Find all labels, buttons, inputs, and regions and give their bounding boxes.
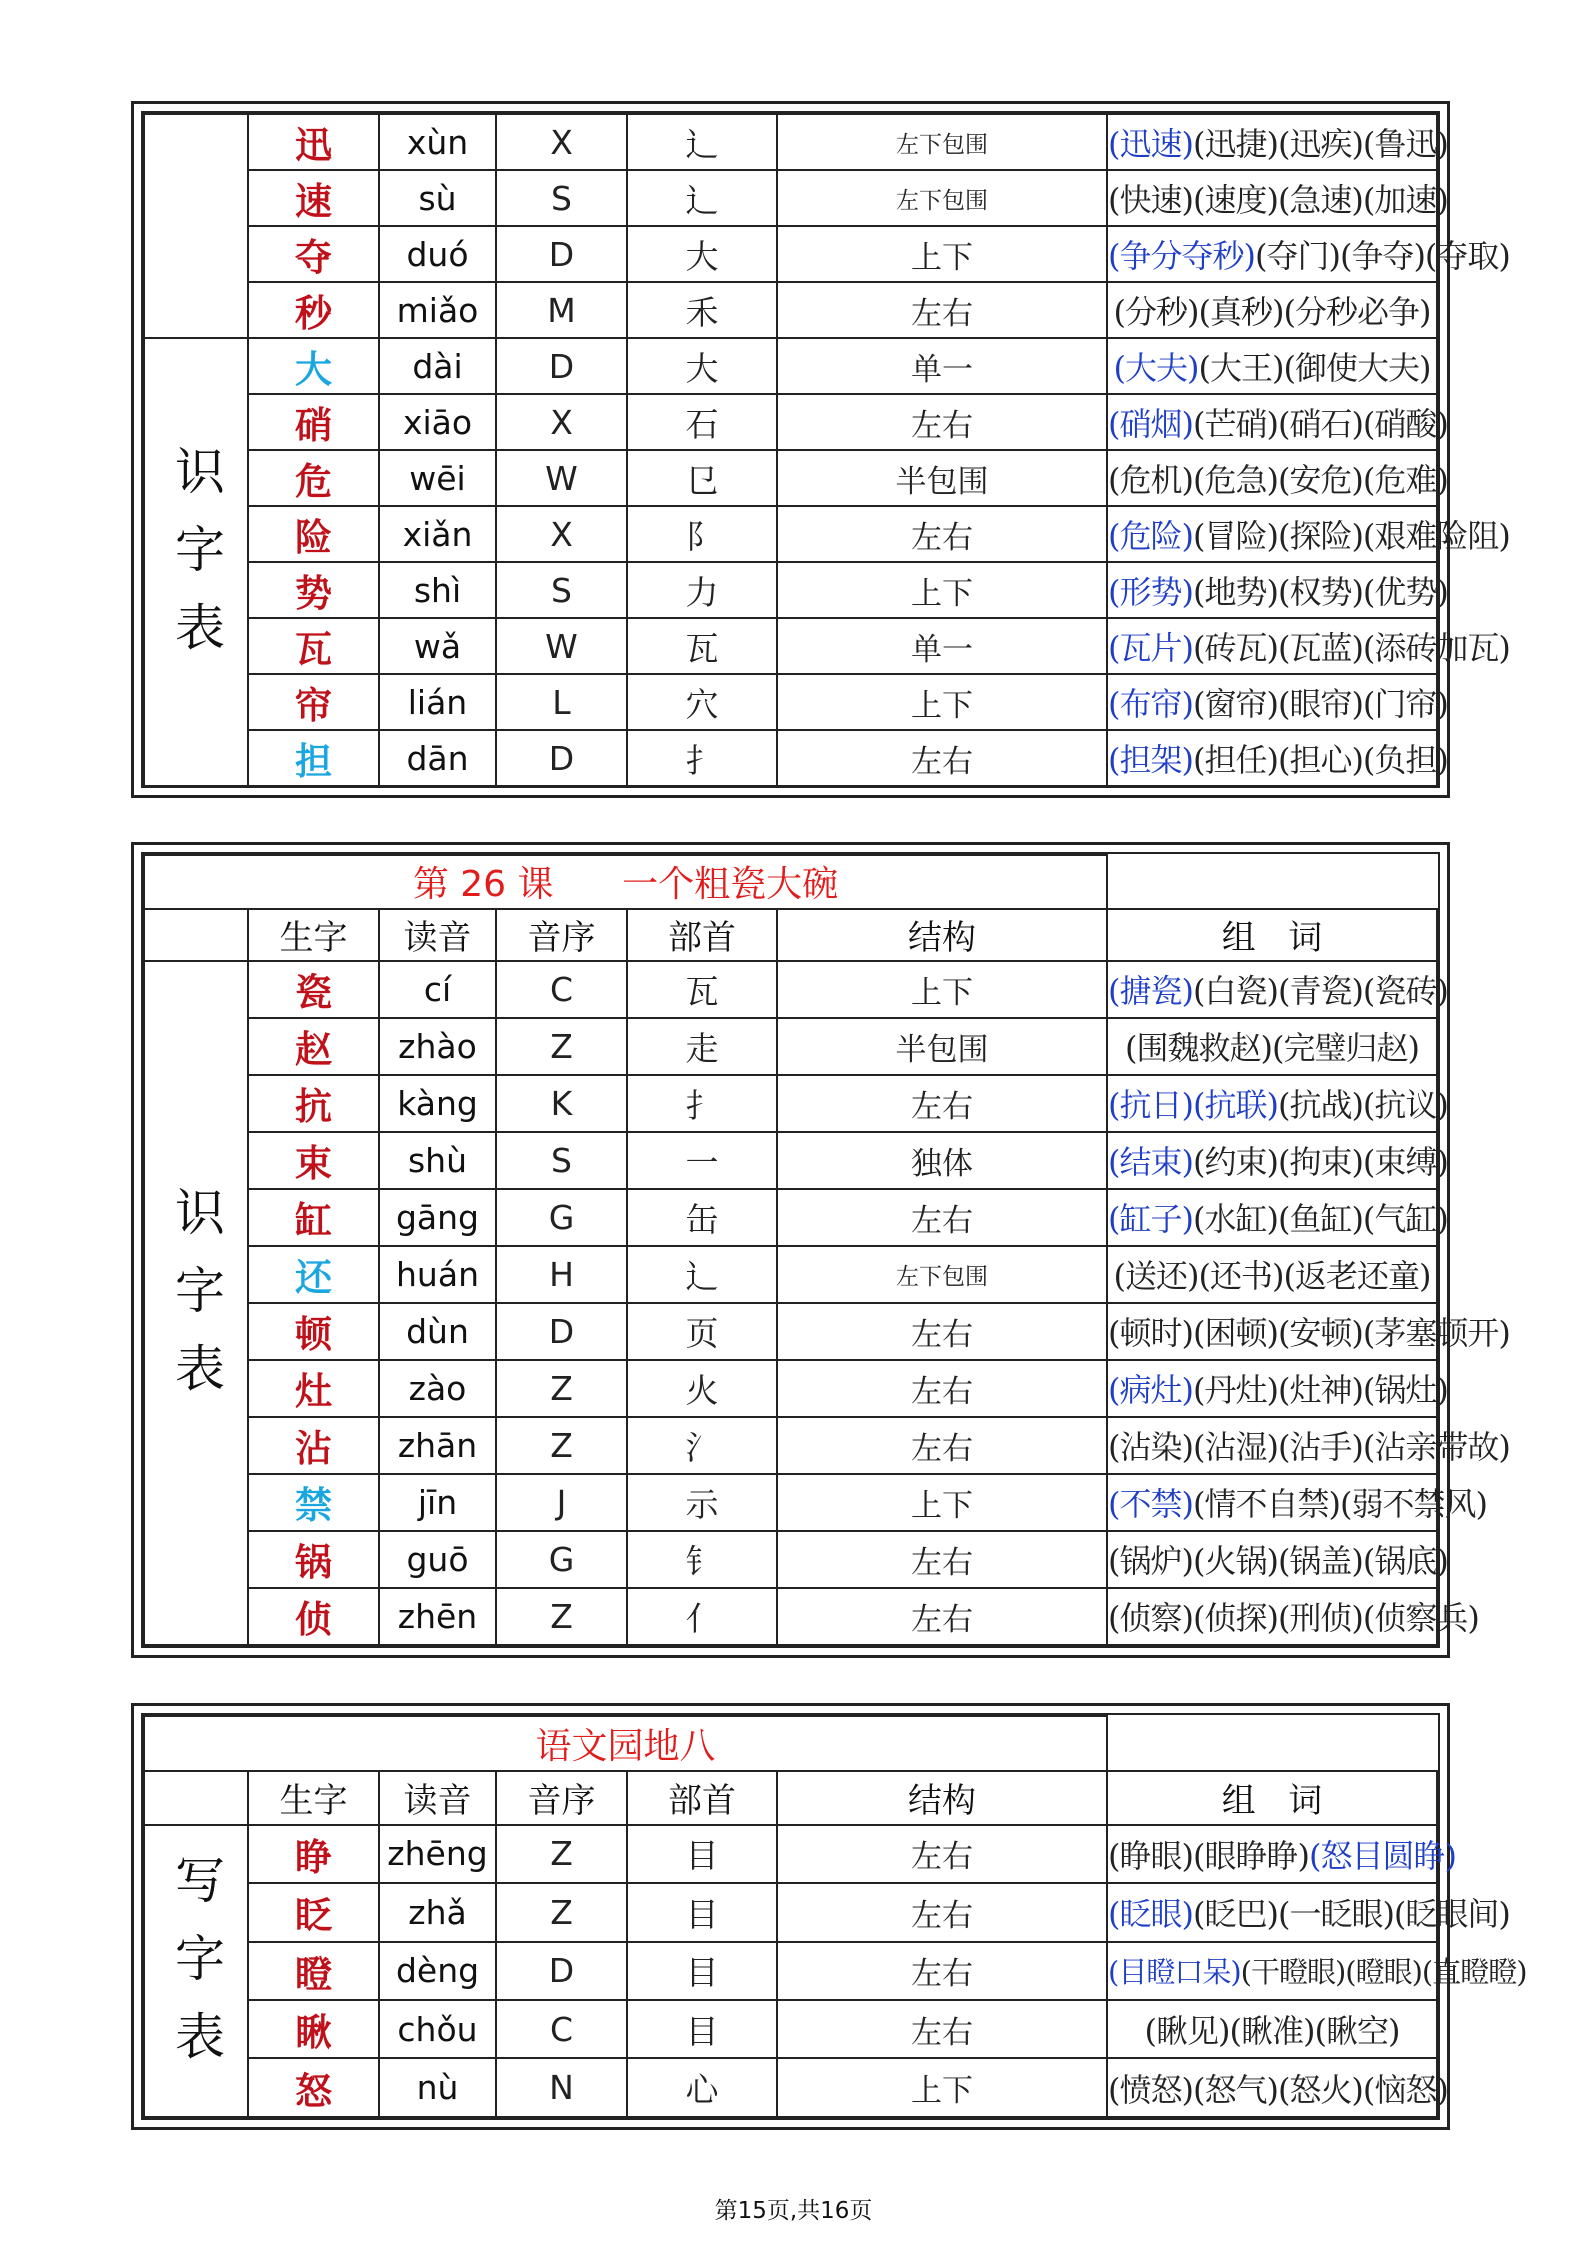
word-group: (砖瓦)(瓦蓝)(添砖加瓦) (1192, 629, 1510, 667)
word-group: (芒硝)(硝石)(硝酸) (1192, 405, 1448, 443)
pinyin-cell: xiǎn (379, 506, 496, 562)
pinyin-cell: zhēng (379, 1825, 496, 1883)
structure-cell: 左右 (777, 2000, 1107, 2058)
structure-cell: 左右 (777, 730, 1107, 786)
word-group: (干瞪眼)(瞪眼)(直瞪瞪) (1240, 1955, 1527, 1990)
words-cell (1107, 1825, 1456, 1883)
radical-cell: 示 (627, 1474, 777, 1531)
word-group: (围魏救赵)(完璧归赵) (1125, 1029, 1419, 1068)
structure-cell: 上下 (777, 674, 1107, 730)
radical-cell: 辶 (627, 1246, 777, 1303)
index-letter-cell: D (496, 1303, 627, 1360)
char-cell: 迅 (248, 114, 379, 170)
index-letter-cell: Z (496, 1018, 627, 1075)
words-cell (1107, 2058, 1448, 2117)
structure-cell: 单一 (777, 618, 1107, 674)
word-group: (沾染)(沾湿)(沾手)(沾亲带故) (1108, 1428, 1510, 1467)
section-title: 语文园地八 (144, 1716, 1107, 1771)
index-letter-cell: X (496, 114, 627, 170)
radical-cell: 瓦 (627, 618, 777, 674)
pinyin-cell: wēi (379, 450, 496, 506)
char-cell: 缸 (248, 1189, 379, 1246)
structure-cell: 上下 (777, 562, 1107, 618)
index-letter-cell: Z (496, 1588, 627, 1645)
pinyin-cell: dèng (379, 1942, 496, 2000)
structure-cell: 单一 (777, 338, 1107, 394)
char-cell: 势 (248, 562, 379, 618)
index-letter-cell: H (496, 1246, 627, 1303)
char-cell: 瞪 (248, 1942, 379, 2000)
words-cell (1107, 730, 1448, 786)
word-group: (病灶) (1108, 1371, 1193, 1410)
char-cell: 赵 (248, 1018, 379, 1075)
index-letter-cell: K (496, 1075, 627, 1132)
word-group: (形势) (1108, 573, 1193, 611)
table-row (144, 1360, 1437, 1417)
word-group: (搪瓷) (1108, 972, 1193, 1011)
word-group: (丹灶)(灶神)(锅灶) (1192, 1371, 1448, 1410)
index-letter-cell: M (496, 282, 627, 338)
index-letter-cell: D (496, 730, 627, 786)
radical-cell: 目 (627, 1825, 777, 1883)
structure-cell: 上下 (777, 961, 1107, 1018)
table-row (144, 961, 1437, 1018)
table-block-1 (131, 101, 1510, 798)
pinyin-cell: cí (379, 961, 496, 1018)
index-letter-cell: W (496, 450, 627, 506)
structure-cell: 左右 (777, 1303, 1107, 1360)
radical-cell: 力 (627, 562, 777, 618)
char-cell: 沾 (248, 1417, 379, 1474)
structure-cell: 半包围 (777, 1018, 1107, 1075)
index-letter-cell: D (496, 1942, 627, 2000)
words-cell (1107, 674, 1448, 730)
pinyin-cell: huán (379, 1246, 496, 1303)
index-letter-cell: G (496, 1531, 627, 1588)
pinyin-cell: sù (379, 170, 496, 226)
side-label (144, 114, 248, 338)
word-group: (布帘) (1108, 685, 1193, 723)
pinyin-cell: xùn (379, 114, 496, 170)
char-table-1 (143, 113, 1510, 787)
word-group: (危险) (1108, 517, 1193, 555)
index-letter-cell: X (496, 506, 627, 562)
char-cell: 锅 (248, 1531, 379, 1588)
section-title: 第 26 课 一个粗瓷大碗 (144, 855, 1107, 909)
radical-cell: 目 (627, 1883, 777, 1941)
pinyin-cell: jīn (379, 1474, 496, 1531)
radical-cell: 走 (627, 1018, 777, 1075)
pinyin-cell: dùn (379, 1303, 496, 1360)
word-group: (瞅见)(瞅准)(瞅空) (1144, 2012, 1400, 2051)
table-row (144, 394, 1437, 450)
radical-cell: 钅 (627, 1531, 777, 1588)
radical-cell: 阝 (627, 506, 777, 562)
pinyin-cell: zhān (379, 1417, 496, 1474)
table-row (144, 1018, 1437, 1075)
words-cell (1107, 961, 1448, 1018)
word-group: (担任)(担心)(负担) (1192, 741, 1448, 779)
table-row (144, 730, 1437, 786)
words-cell (1107, 2000, 1437, 2058)
word-group: (抗日)(抗联) (1108, 1086, 1278, 1125)
word-group: (侦察)(侦探)(刑侦)(侦察兵) (1108, 1599, 1479, 1638)
word-group: (水缸)(鱼缸)(气缸) (1192, 1200, 1448, 1239)
structure-cell: 左右 (777, 1942, 1107, 2000)
word-group: (窗帘)(眼帘)(门帘) (1192, 685, 1448, 723)
word-group: (迅捷)(迅疾)(鲁迅) (1192, 125, 1448, 163)
index-letter-cell: S (496, 1132, 627, 1189)
table-row (144, 1531, 1437, 1588)
index-letter-cell: J (496, 1474, 627, 1531)
column-header: 结构 (777, 909, 1107, 961)
char-cell: 侦 (248, 1588, 379, 1645)
char-cell: 危 (248, 450, 379, 506)
side-label: 识字表 (144, 961, 248, 1645)
table-row (144, 450, 1437, 506)
index-letter-cell: G (496, 1189, 627, 1246)
radical-cell: 目 (627, 1942, 777, 2000)
pinyin-cell: guō (379, 1531, 496, 1588)
words-cell (1107, 1883, 1510, 1941)
radical-cell: 大 (627, 338, 777, 394)
radical-cell: 亻 (627, 1588, 777, 1645)
radical-cell: 穴 (627, 674, 777, 730)
word-group: (地势)(权势)(优势) (1192, 573, 1448, 611)
pinyin-cell: xiāo (379, 394, 496, 450)
char-cell: 大 (248, 338, 379, 394)
words-cell (1107, 1360, 1448, 1417)
pinyin-cell: miǎo (379, 282, 496, 338)
pinyin-cell: zhǎ (379, 1883, 496, 1941)
words-cell (1107, 394, 1448, 450)
structure-cell: 左右 (777, 1417, 1107, 1474)
words-cell (1107, 282, 1437, 338)
table-row (144, 282, 1437, 338)
char-cell: 睁 (248, 1825, 379, 1883)
words-cell (1107, 1303, 1510, 1360)
index-letter-cell: N (496, 2058, 627, 2117)
index-letter-cell: S (496, 170, 627, 226)
char-cell: 秒 (248, 282, 379, 338)
pinyin-cell: chǒu (379, 2000, 496, 2058)
pinyin-cell: shù (379, 1132, 496, 1189)
side-label: 写字表 (144, 1825, 248, 2117)
table-row (144, 506, 1437, 562)
side-label: 识字表 (144, 338, 248, 786)
header-blank (144, 1771, 248, 1824)
radical-cell: 石 (627, 394, 777, 450)
structure-cell: 上下 (777, 226, 1107, 282)
table-row (144, 1417, 1437, 1474)
header-blank (144, 909, 248, 961)
word-group: (快速)(速度)(急速)(加速) (1108, 181, 1448, 219)
radical-cell: 扌 (627, 730, 777, 786)
table-row (144, 1588, 1437, 1645)
table-row (144, 170, 1437, 226)
word-group: (缸子) (1108, 1200, 1193, 1239)
words-cell (1107, 1417, 1510, 1474)
word-group: (锅炉)(火锅)(锅盖)(锅底) (1108, 1542, 1448, 1581)
words-cell (1107, 1132, 1448, 1189)
column-header: 读音 (379, 1771, 496, 1824)
word-group: (睁眼)(眼睁睁) (1108, 1836, 1309, 1875)
char-cell: 顿 (248, 1303, 379, 1360)
radical-cell: 氵 (627, 1417, 777, 1474)
word-group: (愤怒)(怒气)(怒火)(恼怒) (1108, 2070, 1448, 2109)
word-group: (顿时)(困顿)(安顿)(茅塞顿开) (1108, 1314, 1510, 1353)
pinyin-cell: nù (379, 2058, 496, 2117)
word-group: (迅速) (1108, 125, 1193, 163)
index-letter-cell: D (496, 338, 627, 394)
word-group: (怒目圆睁) (1308, 1836, 1456, 1875)
word-group: (夺门)(争夺)(夺取) (1254, 237, 1510, 275)
radical-cell: 禾 (627, 282, 777, 338)
structure-cell: 左右 (777, 1360, 1107, 1417)
char-cell: 瞅 (248, 2000, 379, 2058)
index-letter-cell: C (496, 961, 627, 1018)
pinyin-cell: kàng (379, 1075, 496, 1132)
column-header: 部首 (627, 909, 777, 961)
structure-cell: 左右 (777, 1189, 1107, 1246)
words-cell (1107, 170, 1448, 226)
radical-cell: 瓦 (627, 961, 777, 1018)
structure-cell: 左右 (777, 1531, 1107, 1588)
word-group: (瓦片) (1108, 629, 1193, 667)
table-row (144, 2058, 1437, 2117)
structure-cell: 上下 (777, 2058, 1107, 2117)
char-cell: 灶 (248, 1360, 379, 1417)
words-cell (1107, 1189, 1448, 1246)
structure-cell: 左右 (777, 1588, 1107, 1645)
table-row (144, 1189, 1437, 1246)
table-row (144, 1825, 1437, 1883)
pinyin-cell: zhào (379, 1018, 496, 1075)
char-cell: 眨 (248, 1883, 379, 1941)
word-group: (送还)(还书)(返老还童) (1113, 1257, 1431, 1296)
words-cell (1107, 1075, 1448, 1132)
char-cell: 束 (248, 1132, 379, 1189)
radical-cell: 缶 (627, 1189, 777, 1246)
column-header: 结构 (777, 1771, 1107, 1824)
words-cell (1107, 618, 1510, 674)
index-letter-cell: Z (496, 1417, 627, 1474)
radical-cell: 扌 (627, 1075, 777, 1132)
radical-cell: 辶 (627, 170, 777, 226)
char-cell: 帘 (248, 674, 379, 730)
word-group: (约束)(拘束)(束缚) (1192, 1143, 1448, 1182)
table-row (144, 338, 1437, 394)
word-group: (分秒)(真秒)(分秒必争) (1113, 293, 1431, 331)
radical-cell: 页 (627, 1303, 777, 1360)
structure-cell: 上下 (777, 1474, 1107, 1531)
index-letter-cell: Z (496, 1883, 627, 1941)
index-letter-cell: Z (496, 1360, 627, 1417)
words-cell (1107, 114, 1448, 170)
structure-cell: 左右 (777, 1883, 1107, 1941)
word-group: (不禁) (1108, 1485, 1193, 1524)
char-cell: 瓦 (248, 618, 379, 674)
table-row (144, 114, 1437, 170)
structure-cell: 左右 (777, 506, 1107, 562)
index-letter-cell: Z (496, 1825, 627, 1883)
table-row (144, 1942, 1437, 2000)
char-cell: 速 (248, 170, 379, 226)
radical-cell: 目 (627, 2000, 777, 2058)
words-cell (1107, 1531, 1448, 1588)
column-header: 音序 (496, 1771, 627, 1824)
words-cell (1107, 506, 1510, 562)
word-group: (硝烟) (1108, 405, 1193, 443)
words-cell (1107, 562, 1448, 618)
structure-cell: 左右 (777, 282, 1107, 338)
pinyin-cell: dài (379, 338, 496, 394)
word-group: (白瓷)(青瓷)(瓷砖) (1192, 972, 1448, 1011)
table-row (144, 226, 1437, 282)
column-header: 部首 (627, 1771, 777, 1824)
pinyin-cell: zào (379, 1360, 496, 1417)
column-header: 读音 (379, 909, 496, 961)
table-row (144, 1132, 1437, 1189)
char-cell: 瓷 (248, 961, 379, 1018)
table-row (144, 2000, 1437, 2058)
pinyin-cell: zhēn (379, 1588, 496, 1645)
char-table-3 (143, 1715, 1527, 2118)
table-row (144, 1246, 1437, 1303)
word-group: (危机)(危急)(安危)(危难) (1108, 461, 1448, 499)
column-header: 音序 (496, 909, 627, 961)
char-cell: 怒 (248, 2058, 379, 2117)
words-cell (1107, 1474, 1487, 1531)
radical-cell: 一 (627, 1132, 777, 1189)
char-cell: 硝 (248, 394, 379, 450)
index-letter-cell: D (496, 226, 627, 282)
pinyin-cell: gāng (379, 1189, 496, 1246)
words-cell (1107, 1942, 1527, 2000)
column-header: 组 词 (1107, 1771, 1437, 1824)
radical-cell: 大 (627, 226, 777, 282)
structure-cell: 左下包围 (777, 1246, 1107, 1303)
radical-cell: 心 (627, 2058, 777, 2117)
word-group: (抗战)(抗议) (1277, 1086, 1448, 1125)
word-group: (目瞪口呆) (1108, 1955, 1241, 1990)
structure-cell: 半包围 (777, 450, 1107, 506)
column-header: 组 词 (1107, 909, 1437, 961)
word-group: (结束) (1108, 1143, 1193, 1182)
table-block-2 (131, 842, 1510, 1658)
table-row (144, 1075, 1437, 1132)
pinyin-cell: lián (379, 674, 496, 730)
word-group: (情不自禁)(弱不禁风) (1192, 1485, 1487, 1524)
words-cell (1107, 338, 1437, 394)
table-row (144, 1303, 1437, 1360)
structure-cell: 左下包围 (777, 114, 1107, 170)
char-cell: 禁 (248, 1474, 379, 1531)
word-group: (争分夺秒) (1108, 237, 1255, 275)
index-letter-cell: W (496, 618, 627, 674)
pinyin-cell: duó (379, 226, 496, 282)
word-group: (冒险)(探险)(艰难险阻) (1192, 517, 1510, 555)
words-cell (1107, 226, 1510, 282)
pinyin-cell: wǎ (379, 618, 496, 674)
structure-cell: 左下包围 (777, 170, 1107, 226)
words-cell (1107, 1588, 1479, 1645)
char-cell: 担 (248, 730, 379, 786)
pinyin-cell: dān (379, 730, 496, 786)
words-cell (1107, 450, 1448, 506)
word-group: (眨眼) (1108, 1895, 1193, 1934)
structure-cell: 独体 (777, 1132, 1107, 1189)
table-row (144, 1474, 1437, 1531)
radical-cell: 辶 (627, 114, 777, 170)
index-letter-cell: X (496, 394, 627, 450)
word-group: (眨巴)(一眨眼)(眨眼间) (1192, 1895, 1510, 1934)
table-row (144, 562, 1437, 618)
column-header: 生字 (248, 1771, 379, 1824)
index-letter-cell: S (496, 562, 627, 618)
word-group: (大王)(御使大夫) (1198, 349, 1431, 387)
index-letter-cell: L (496, 674, 627, 730)
radical-cell: 㔾 (627, 450, 777, 506)
table-row (144, 674, 1437, 730)
char-cell: 险 (248, 506, 379, 562)
structure-cell: 左右 (777, 394, 1107, 450)
word-group: (大夫) (1113, 349, 1199, 387)
structure-cell: 左右 (777, 1075, 1107, 1132)
words-cell (1107, 1246, 1437, 1303)
pinyin-cell: shì (379, 562, 496, 618)
index-letter-cell: C (496, 2000, 627, 2058)
word-group: (担架) (1108, 741, 1193, 779)
table-block-3 (131, 1703, 1527, 2130)
column-header: 生字 (248, 909, 379, 961)
words-cell (1107, 1018, 1437, 1075)
table-row (144, 1883, 1437, 1941)
page-footer: 第15页,共16页 (714, 2198, 873, 2224)
char-table-2 (143, 854, 1510, 1646)
radical-cell: 火 (627, 1360, 777, 1417)
char-cell: 还 (248, 1246, 379, 1303)
structure-cell: 左右 (777, 1825, 1107, 1883)
table-row (144, 618, 1437, 674)
char-cell: 抗 (248, 1075, 379, 1132)
char-cell: 夺 (248, 226, 379, 282)
